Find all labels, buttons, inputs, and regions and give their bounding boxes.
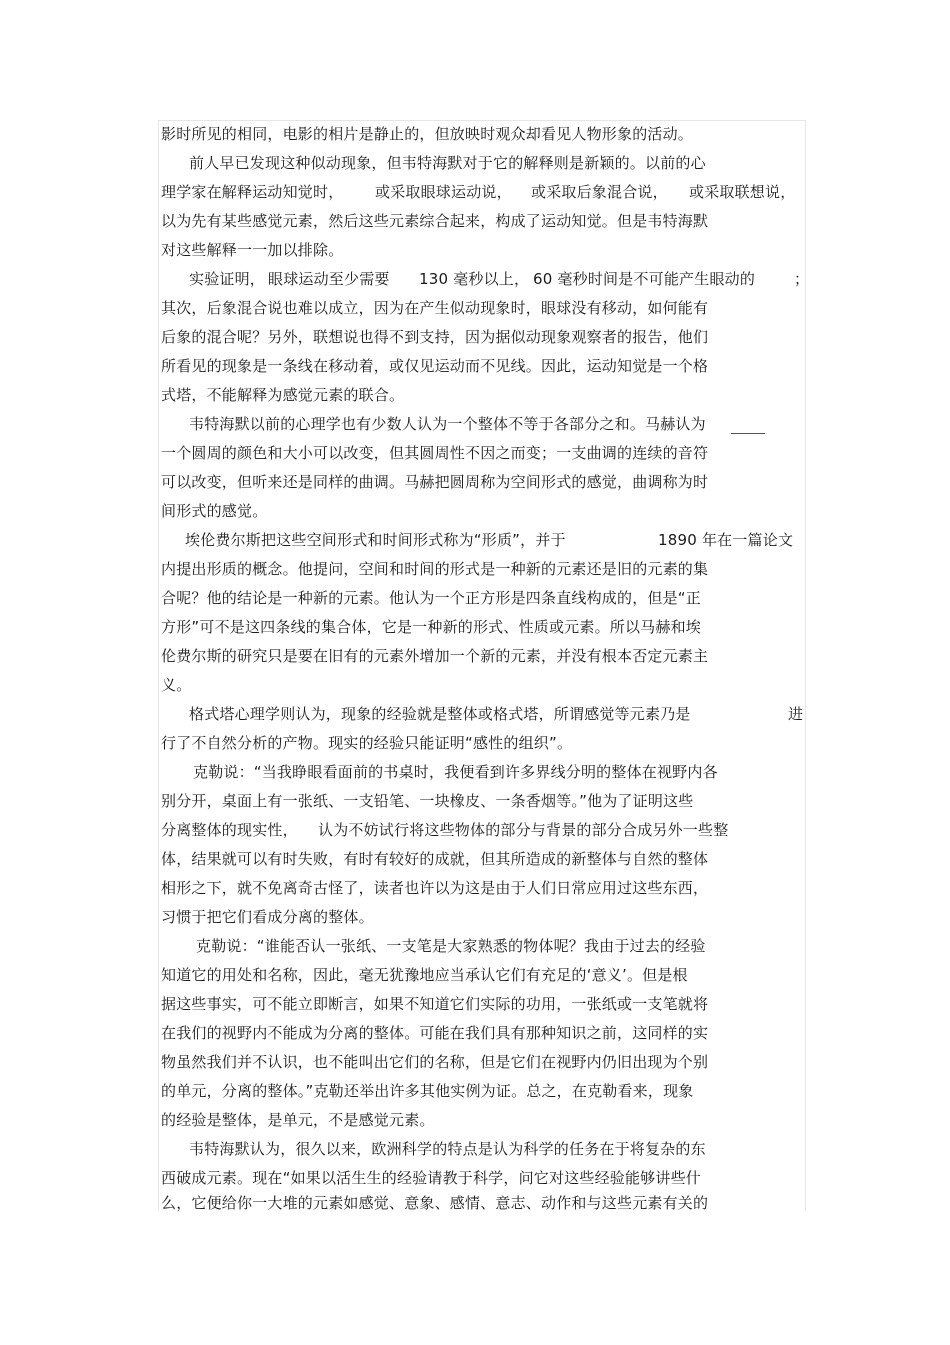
text-line: 可以改变，但听来还是同样的曲调。马赫把圆周称为空间形式的感觉，曲调称为时 bbox=[161, 473, 709, 491]
text-line: 间形式的感觉。 bbox=[161, 502, 268, 520]
text-line: 进 bbox=[788, 705, 804, 723]
text-line: 相形之下，就不免离奇古怪了，读者也许以为这是由于人们日常应用过这些东西， bbox=[161, 879, 709, 897]
text-line: 实验证明， bbox=[189, 270, 266, 288]
text-line: 物虽然我们并不认识，也不能叫出它们的名称，但是它们在视野内仍旧出现为个别 bbox=[161, 1053, 709, 1071]
text-line: 60 毫秒时间是不可能产生眼动的 bbox=[533, 270, 756, 288]
text-line: 韦特海默以前的心理学也有少数人认为一个整体不等于各部分之和。马赫认为 bbox=[189, 415, 706, 433]
text-line: 别分开，桌面上有一张纸、一支铅笔、一块橡皮、一条香烟等。”他为了证明这些 bbox=[161, 792, 694, 810]
text-line: 体，结果就可以有时失败，有时有较好的成就，但其所造成的新整体与自然的整体 bbox=[161, 850, 709, 868]
text-line: 克勒说：“当我睁眼看面前的书桌时，我便看到许多界线分明的整体在视野内各 bbox=[193, 763, 718, 781]
text-line: 韦特海默认为，很久以来，欧洲科学的特点是认为科学的任务在于将复杂的东 bbox=[189, 1140, 706, 1158]
text-line: 所看见的现象是一条线在移动着，或仅见运动而不见线。因此，运动知觉是一个格 bbox=[161, 357, 709, 375]
page-frame-top bbox=[158, 120, 806, 121]
text-line: 认为不妨试行将这些物体的部分与背景的部分合成另外一些整 bbox=[318, 821, 729, 839]
text-line: 么，它便给你一大堆的元素如感觉、意象、感情、意志、动作和与这些元素有关的 bbox=[161, 1194, 709, 1212]
text-line: 眼球运动至少需要 bbox=[268, 270, 390, 288]
text-line: 的单元，分离的整体。”克勒还举出许多其他实例为证。总之，在克勒看来，现象 bbox=[161, 1082, 694, 1100]
text-line: 方形”可不是这四条线的集合体，它是一种新的形式、性质或元素。所以马赫和埃 bbox=[161, 618, 701, 636]
text-line: 知道它的用处和名称，因此，毫无犹豫地应当承认它们有充足的‘意义’。但是根 bbox=[161, 966, 688, 984]
text-line: 其次，后象混合说也难以成立，因为在产生似动现象时，眼球没有移动，如何能有 bbox=[161, 299, 709, 317]
text-line: 对这些解释一一加以排除。 bbox=[161, 241, 344, 259]
text-line: 行了不自然分析的产物。现实的经验只能证明“感性的组织”。 bbox=[161, 734, 573, 752]
text-line: 伦费尔斯的研究只是要在旧有的元素外增加一个新的元素，并没有根本否定元素主 bbox=[161, 647, 709, 665]
text-line: 影时所见的相同，电影的相片是静止的，但放映时观众却看见人物形象的活动。 bbox=[161, 125, 694, 143]
text-line: 1890 年在一篇论文 bbox=[658, 531, 794, 549]
horizontal-rule bbox=[731, 433, 765, 434]
text-line: 以为先有某些感觉元素，然后这些元素综合起来，构成了运动知觉。但是韦特海默 bbox=[161, 212, 709, 230]
text-line: 习惯于把它们看成分离的整体。 bbox=[161, 908, 374, 926]
text-line: 在我们的视野内不能成为分离的整体。可能在我们具有那种知识之前，这同样的实 bbox=[161, 1024, 709, 1042]
text-line: 义。 bbox=[161, 676, 192, 694]
text-line: 分离整体的现实性， bbox=[161, 821, 298, 839]
text-line: 一个圆周的颜色和大小可以改变，但其圆周性不因之而变；一支曲调的连续的音符 bbox=[161, 444, 709, 462]
page-frame-left bbox=[158, 120, 159, 1210]
text-line: 或采取联想说， bbox=[689, 183, 796, 201]
text-line: 理学家在解释运动知觉时， bbox=[161, 183, 344, 201]
text-line: 西破成元素。现在“如果以活生生的经验请教于科学，问它对这些经验能够讲些什 bbox=[161, 1169, 701, 1187]
text-line: 后象的混合呢？另外，联想说也得不到支持，因为据似动现象观察者的报告，他们 bbox=[161, 328, 709, 346]
text-line: 克勒说：“谁能否认一张纸、一支笔是大家熟悉的物体呢？我由于过去的经验 bbox=[196, 937, 706, 955]
text-line: 式塔，不能解释为感觉元素的联合。 bbox=[161, 386, 405, 404]
text-line: 或采取后象混合说， bbox=[531, 183, 668, 201]
text-line: 格式塔心理学则认为，现象的经验就是整体或格式塔，所谓感觉等元素乃是 bbox=[189, 705, 691, 723]
text-line: 130 毫秒以上， bbox=[419, 270, 530, 288]
text-line: 埃伦费尔斯把这些空间形式和时间形式称为“形质”，并于 bbox=[185, 531, 566, 549]
text-line: ； bbox=[794, 270, 810, 288]
text-line: 的经验是整体，是单元，不是感觉元素。 bbox=[161, 1111, 435, 1129]
text-line: 内提出形质的概念。他提问，空间和时间的形式是一种新的元素还是旧的元素的集 bbox=[161, 560, 709, 578]
text-line: 或采取眼球运动说， bbox=[375, 183, 512, 201]
text-line: 据这些事实，可不能立即断言，如果不知道它们实际的功用，一张纸或一支笔就将 bbox=[161, 995, 709, 1013]
text-line: 前人早已发现这种似动现象，但韦特海默对于它的解释则是新颖的。以前的心 bbox=[189, 154, 706, 172]
text-line: 合呢？他的结论是一种新的元素。他认为一个正方形是四条直线构成的，但是“正 bbox=[161, 589, 701, 607]
